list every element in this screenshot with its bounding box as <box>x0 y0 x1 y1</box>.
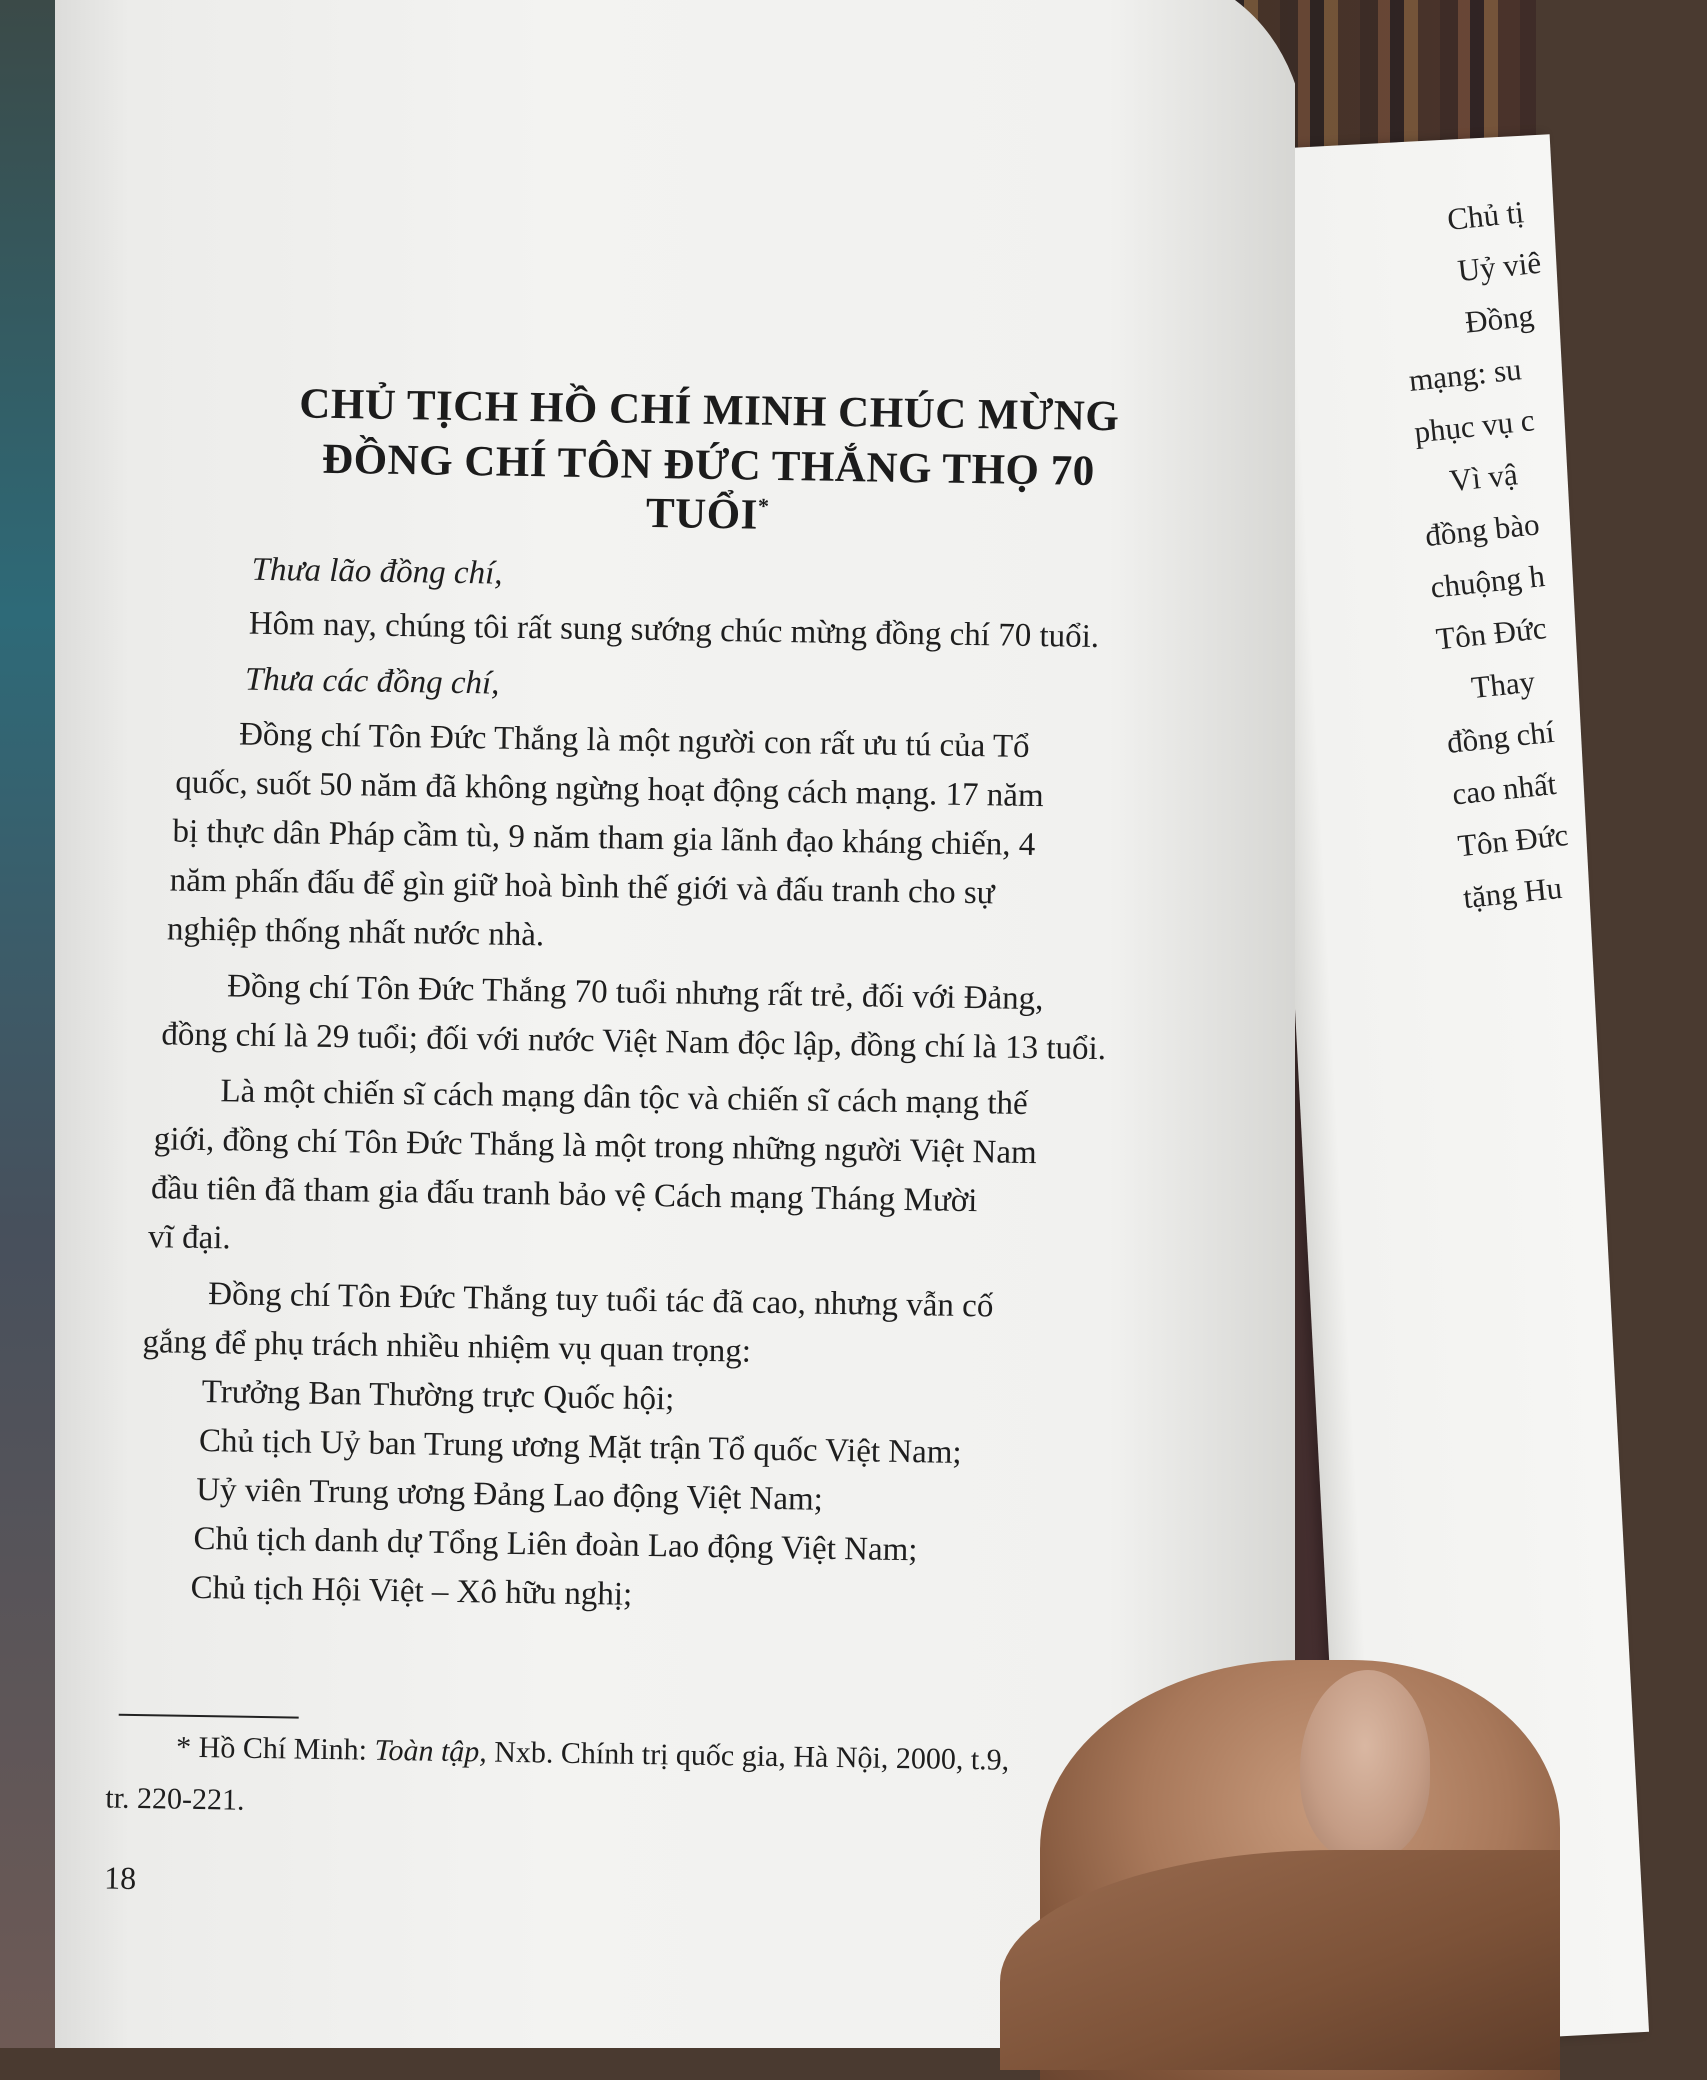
footnote-rest: Nxb. Chính trị quốc gia, Hà Nội, 2000, t.9, <box>486 1735 1010 1777</box>
right-fragment: phục vụ c <box>1412 402 1537 450</box>
paragraph-line: Hôm nay, chúng tôi rất sung sướng chúc mừng đồng chí 70 tuổi. <box>248 605 1100 656</box>
paragraph-line: Là một chiến sĩ cách mạng dân tộc và chiến sĩ cách mạng thế <box>220 1073 1028 1122</box>
right-fragment: Vì vậ <box>1447 456 1520 499</box>
right-fragment: Chủ tị <box>1445 194 1526 238</box>
paragraph-line: bị thực dân Pháp cầm tù, 9 năm tham gia lãnh đạo kháng chiến, 4 <box>172 813 1036 864</box>
right-fragment: Đồng <box>1463 297 1536 340</box>
paragraph-line: quốc, suốt 50 năm đã không ngừng hoạt động cách mạng. 17 năm <box>175 764 1044 815</box>
title-line-2 <box>257 434 1158 546</box>
right-fragment: đồng bào <box>1423 506 1541 554</box>
footnote-line-1 <box>176 1731 1010 1778</box>
right-fragment: đồng chí <box>1445 713 1556 760</box>
right-fragment: Uỷ viê <box>1455 244 1543 289</box>
footnote-marker: * <box>757 493 770 519</box>
paragraph-line: nghiệp thống nhất nước nhà. <box>166 911 545 954</box>
paragraph-line: đồng chí là 29 tuổi; đối với nước Việt Nam độc lập, đồng chí là 13 tuổi. <box>161 1016 1107 1068</box>
right-fragment: cao nhất <box>1450 765 1558 812</box>
right-fragment: chuộng h <box>1428 557 1547 605</box>
right-fragment: Tôn Đức <box>1434 610 1549 657</box>
list-item: Uỷ viên Trung ương Đảng Lao động Việt Nam; <box>195 1471 824 1518</box>
list-item: Chủ tịch Hội Việt – Xô hữu nghị; <box>190 1569 633 1613</box>
list-item: Trưởng Ban Thường trực Quốc hội; <box>201 1374 675 1418</box>
paragraph-line: Đồng chí Tôn Đức Thắng tuy tuổi tác đã cao, nhưng vẫn cố <box>208 1276 994 1325</box>
right-fragment: Tôn Đức <box>1456 816 1570 864</box>
title-line-1: CHỦ TỊCH HỒ CHÍ MINH CHÚC MỪNG <box>298 380 1120 441</box>
paragraph-line: Đồng chí Tôn Đức Thắng 70 tuổi nhưng rất trẻ, đối với Đảng, <box>226 968 1044 1018</box>
list-item: Chủ tịch danh dự Tổng Liên đoàn Lao động Việt Nam; <box>193 1520 918 1569</box>
paragraph-line: đầu tiên đã tham gia đấu tranh bảo vệ Cách mạng Tháng Mười <box>150 1170 978 1220</box>
thumbnail <box>1300 1670 1430 1860</box>
footnote-work: Toàn tập, <box>374 1733 488 1769</box>
paragraph-line: gắng để phụ trách nhiều nhiệm vụ quan trọng: <box>142 1324 752 1370</box>
footnote-divider <box>119 1714 299 1719</box>
paragraph-line: năm phấn đấu để gìn giữ hoà bình thế giới và đấu tranh cho sự <box>169 862 995 912</box>
page-number: 18 <box>103 1859 137 1897</box>
salutation-1: Thưa lão đồng chí, <box>251 551 503 592</box>
footnote-prefix: * Hồ Chí Minh: <box>175 1730 375 1767</box>
right-fragment: tặng Hu <box>1461 869 1564 916</box>
title-line-2-text: ĐỒNG CHÍ TÔN ĐỨC THẮNG THỌ 70 TUỔI <box>321 435 1096 539</box>
paragraph-line: Đồng chí Tôn Đức Thắng là một người con rất ưu tú của Tổ <box>238 716 1030 765</box>
salutation-2: Thưa các đồng chí, <box>244 661 500 702</box>
paragraph-line: vĩ đại. <box>147 1219 231 1257</box>
right-fragment: Thay <box>1469 663 1537 706</box>
paragraph-line: giới, đồng chí Tôn Đức Thắng là một trong những người Việt Nam <box>153 1121 1038 1172</box>
footnote-line-2: tr. 220-221. <box>105 1781 245 1817</box>
right-fragment: mạng: su <box>1407 351 1523 398</box>
list-item: Chủ tịch Uỷ ban Trung ương Mặt trận Tổ quốc Việt Nam; <box>198 1422 962 1471</box>
